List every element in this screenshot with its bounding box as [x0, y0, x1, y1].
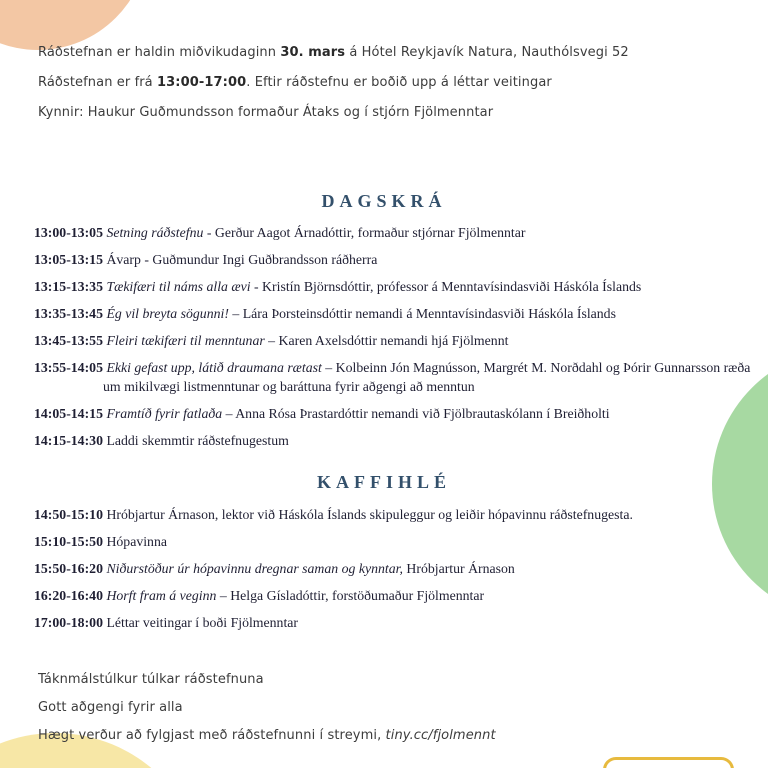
text-segment: Kynnir: Haukur Guðmundsson formaður Átaks og í stjórn Fjölmenntar	[38, 105, 494, 120]
coffee-item	[34, 586, 756, 605]
text-segment: Hægt verður að fylgjast með ráðstefnunni í streymi,	[38, 728, 386, 743]
text-segment: Léttar veitingar í boði Fjölmenntar	[106, 615, 299, 630]
text-segment: - Gerður Aagot Árnadóttir, formaður stjórnar Fjölmenntar	[203, 225, 526, 240]
text-segment: Táknmálstúlkur túlkar ráðstefnuna	[38, 672, 264, 687]
text-segment: Gott aðgengi fyrir alla	[38, 700, 183, 715]
text-segment: Hróbjartur Árnason, lektor við Háskóla Íslands skipuleggur og leiðir hópavinnu ráðstefnugesta.	[106, 507, 633, 522]
coffee-item	[34, 505, 756, 524]
bold-text: 13:00-17:00	[156, 75, 247, 90]
footer-block	[38, 666, 738, 750]
footer-line	[38, 666, 738, 694]
text-segment: – Helga Gísladóttir, forstöðumaður Fjölmenntar	[216, 588, 485, 603]
text-segment: . Eftir ráðstefnu er boðið upp á léttar veitingar	[246, 75, 552, 90]
cta-button[interactable]	[603, 757, 734, 768]
italic-text: Ekki gefast upp, látið draumana rætast	[106, 360, 322, 375]
italic-text: Framtíð fyrir fatlaða	[106, 406, 223, 421]
schedule-time: 16:20-16:40	[34, 588, 103, 603]
text-segment: Hópavinna	[106, 534, 167, 549]
schedule-time: 13:15-13:35	[34, 279, 103, 294]
intro-line	[38, 98, 738, 128]
text-segment: - Kristín Björnsdóttir, prófessor á Menntavísindasviði Háskóla Íslands	[250, 279, 642, 294]
schedule-time: 13:55-14:05	[34, 360, 103, 375]
agenda-item	[34, 250, 756, 269]
italic-text: Fleiri tækifæri til menntunar	[106, 333, 265, 348]
agenda-item	[34, 304, 756, 323]
footer-line	[38, 694, 738, 722]
schedule-time: 14:50-15:10	[34, 507, 103, 522]
text-segment: Ávarp - Guðmundur Ingi Guðbrandsson ráðherra	[106, 252, 378, 267]
coffee-break-heading: KAFFIHLÉ	[316, 472, 451, 492]
agenda-item	[34, 277, 756, 296]
intro-line	[38, 38, 738, 68]
italic-text: Niðurstöður úr hópavinnu dregnar saman og kynntar,	[106, 561, 403, 576]
intro-line	[38, 68, 738, 98]
text-segment: Ráðstefnan er haldin miðvikudaginn	[38, 45, 281, 60]
coffee-item	[34, 532, 756, 551]
schedule-time: 17:00-18:00	[34, 615, 103, 630]
schedule-time: 14:05-14:15	[34, 406, 103, 421]
footer-line	[38, 722, 738, 750]
agenda-item	[34, 331, 756, 350]
schedule-time: 13:00-13:05	[34, 225, 103, 240]
text-segment: – Anna Rósa Þrastardóttir nemandi við Fjölbrautaskólann í Breiðholti	[222, 406, 610, 421]
agenda-item	[34, 358, 756, 396]
coffee-item	[34, 559, 756, 578]
italic-text: Ég vil breyta sögunni!	[106, 306, 229, 321]
stream-link[interactable]: tiny.cc/fjolmennt	[385, 728, 496, 743]
agenda-item	[34, 431, 756, 450]
schedule-time: 14:15-14:30	[34, 433, 103, 448]
text-segment: Laddi skemmtir ráðstefnugestum	[106, 433, 289, 448]
schedule-time: 15:50-16:20	[34, 561, 103, 576]
text-segment: Ráðstefnan er frá	[38, 75, 157, 90]
intro-block	[38, 38, 738, 128]
italic-text: Setning ráðstefnu	[106, 225, 204, 240]
agenda-list	[34, 223, 756, 458]
agenda-item	[34, 404, 756, 423]
schedule-time: 13:45-13:55	[34, 333, 103, 348]
italic-text: Horft fram á veginn	[106, 588, 217, 603]
text-segment: – Lára Þorsteinsdóttir nemandi á Menntavísindasviði Háskóla Íslands	[228, 306, 616, 321]
agenda-heading: DAGSKRÁ	[321, 191, 447, 211]
schedule-time: 13:05-13:15	[34, 252, 103, 267]
agenda-item	[34, 223, 756, 242]
coffee-break-list	[34, 505, 756, 640]
text-segment: Hróbjartur Árnason	[402, 561, 515, 576]
italic-text: Tækifæri til náms alla ævi	[106, 279, 251, 294]
schedule-time: 15:10-15:50	[34, 534, 103, 549]
bold-text: 30. mars	[280, 45, 346, 60]
text-segment: – Kolbeinn Jón Magnússon, Margrét M. Norðdahl og Þórir Gunnarsson ræða um mikilvægi listmenntunar og baráttuna fyrir aðgengi að menntun	[103, 360, 751, 394]
text-segment: – Karen Axelsdóttir nemandi hjá Fjölmennt	[264, 333, 509, 348]
text-segment: á Hótel Reykjavík Natura, Nauthólsvegi 52	[345, 45, 629, 60]
schedule-time: 13:35-13:45	[34, 306, 103, 321]
coffee-item	[34, 613, 756, 632]
